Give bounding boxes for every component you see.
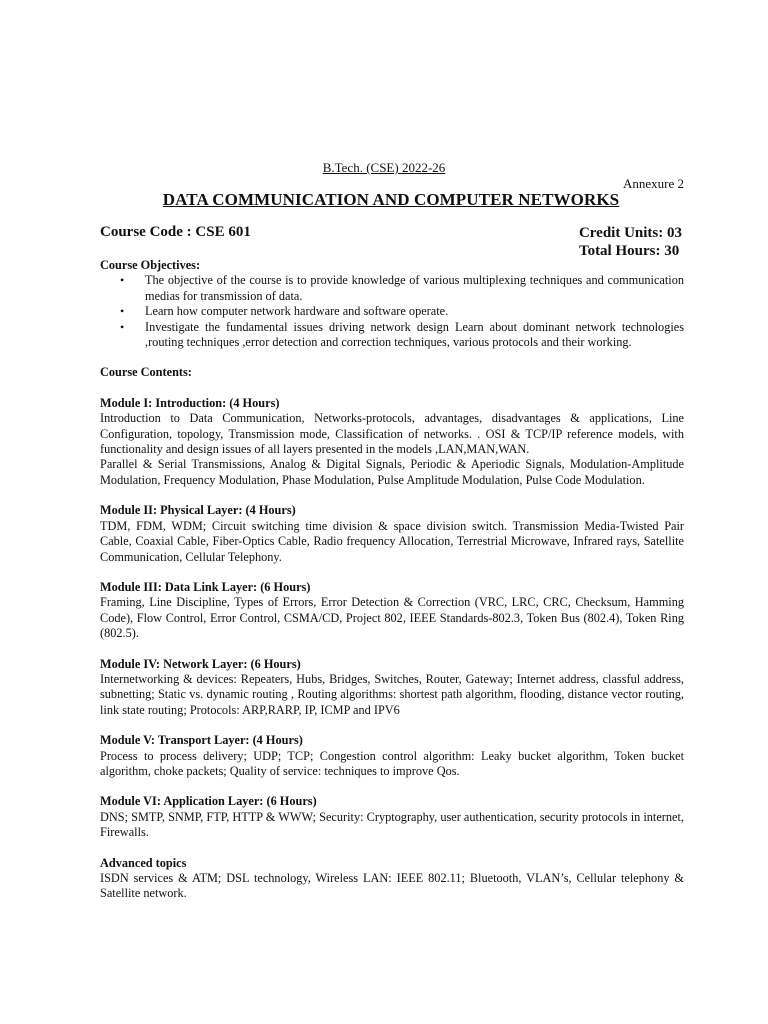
credit-units: Credit Units: 03 bbox=[578, 225, 682, 241]
module-heading: Module II: Physical Layer: (4 Hours) bbox=[100, 503, 296, 518]
module-section bbox=[100, 503, 684, 565]
module-section bbox=[100, 396, 684, 488]
advanced-topics-section bbox=[100, 856, 684, 902]
bullet-icon: • bbox=[120, 273, 125, 288]
course-meta bbox=[100, 224, 682, 259]
module-heading: Module III: Data Link Layer: (6 Hours) bbox=[100, 579, 311, 594]
advanced-topics-heading: Advanced topics bbox=[100, 855, 187, 870]
objectives-list bbox=[100, 273, 684, 350]
module-text: DNS; SMTP, SNMP, FTP, HTTP & WWW; Security: Cryptography, user authentication, security protocols in internet, Firewalls. bbox=[100, 809, 684, 840]
objectives-heading: Course Objectives: bbox=[100, 258, 201, 272]
module-section bbox=[100, 794, 684, 840]
course-code: Course Code : CSE 601 bbox=[100, 224, 251, 240]
course-content bbox=[100, 258, 684, 902]
bullet-icon: • bbox=[120, 304, 125, 319]
bullet-icon: • bbox=[120, 319, 125, 334]
module-section bbox=[100, 733, 684, 779]
objective-item: • The objective of the course is to provide knowledge of various multiplexing techniques and communication medias for transmission of data. bbox=[120, 273, 684, 303]
total-hours: Total Hours: 30 bbox=[578, 243, 680, 259]
program-label: B.Tech. (CSE) 2022-26 bbox=[322, 160, 446, 175]
module-text: Introduction to Data Communication, Networks-protocols, advantages, disadvantages & applications, Line Configuration, topology, Transmission mode, Classification of networks. . OSI & TCP/IP reference models, with functionality and design issues of all layers presented in the models ,LAN,MAN,WAN. bbox=[100, 411, 684, 457]
objective-item: • Learn how computer network hardware and software operate. bbox=[120, 304, 449, 319]
objective-item: • Investigate the fundamental issues driving network design Learn about dominant network technologies ,routing techniques ,error detection and correction techniques, various protocols and their working. bbox=[120, 319, 684, 350]
module-text: Internetworking & devices: Repeaters, Hubs, Bridges, Switches, Router, Gateway; Internet address, classful address, subnetting; Static vs. dynamic routing , Routing algorithms: shortest path algorithm, flooding, distance vector routing, link state routing; Protocols: ARP,RARP, IP, ICMP and IPV6 bbox=[100, 671, 684, 717]
module-heading: Module VI: Application Layer: (6 Hours) bbox=[100, 794, 317, 809]
module-section bbox=[100, 580, 684, 642]
module-text: Parallel & Serial Transmissions, Analog & Digital Signals, Periodic & Aperiodic Signals, Modulation-Amplitude Modulation, Frequency Modulation, Phase Modulation, Pulse Amplitude Modulation, Pulse Code Modulation. bbox=[100, 457, 684, 487]
course-title: DATA COMMUNICATION AND COMPUTER NETWORKS bbox=[162, 190, 620, 209]
module-heading: Module V: Transport Layer: (4 Hours) bbox=[100, 733, 303, 748]
module-heading: Module IV: Network Layer: (6 Hours) bbox=[100, 656, 301, 671]
course-credits bbox=[579, 224, 682, 260]
module-heading: Module I: Introduction: (4 Hours) bbox=[100, 395, 280, 410]
module-text: Framing, Line Discipline, Types of Errors, Error Detection & Correction (VRC, LRC, CRC, Checksum, Hamming Code), Flow Control, Error Control, CSMA/CD, Project 802, IEEE Standards-802.3, Token Bus (802.4), Token Ring (802.5). bbox=[100, 595, 684, 641]
module-text: Process to process delivery; UDP; TCP; Congestion control algorithm: Leaky bucket algorithm, Token bucket algorithm, choke packets; Quality of service: techniques to improve Qos. bbox=[100, 748, 684, 778]
module-section bbox=[100, 657, 684, 719]
annexure-label: Annexure 2 bbox=[622, 176, 684, 191]
contents-heading: Course Contents: bbox=[100, 365, 192, 380]
module-text: TDM, FDM, WDM; Circuit switching time division & space division switch. Transmission Media-Twisted Pair Cable, Coaxial Cable, Fiber-Optics Cable, Radio frequency Allocation, Terrestrial Microwave, Infrared rays, Satellite Communication, Cellular Telephony. bbox=[100, 518, 684, 564]
advanced-topics-text: ISDN services & ATM; DSL technology, Wireless LAN: IEEE 802.11; Bluetooth, VLAN’s, Cellular telephony & Satellite network. bbox=[100, 871, 684, 901]
